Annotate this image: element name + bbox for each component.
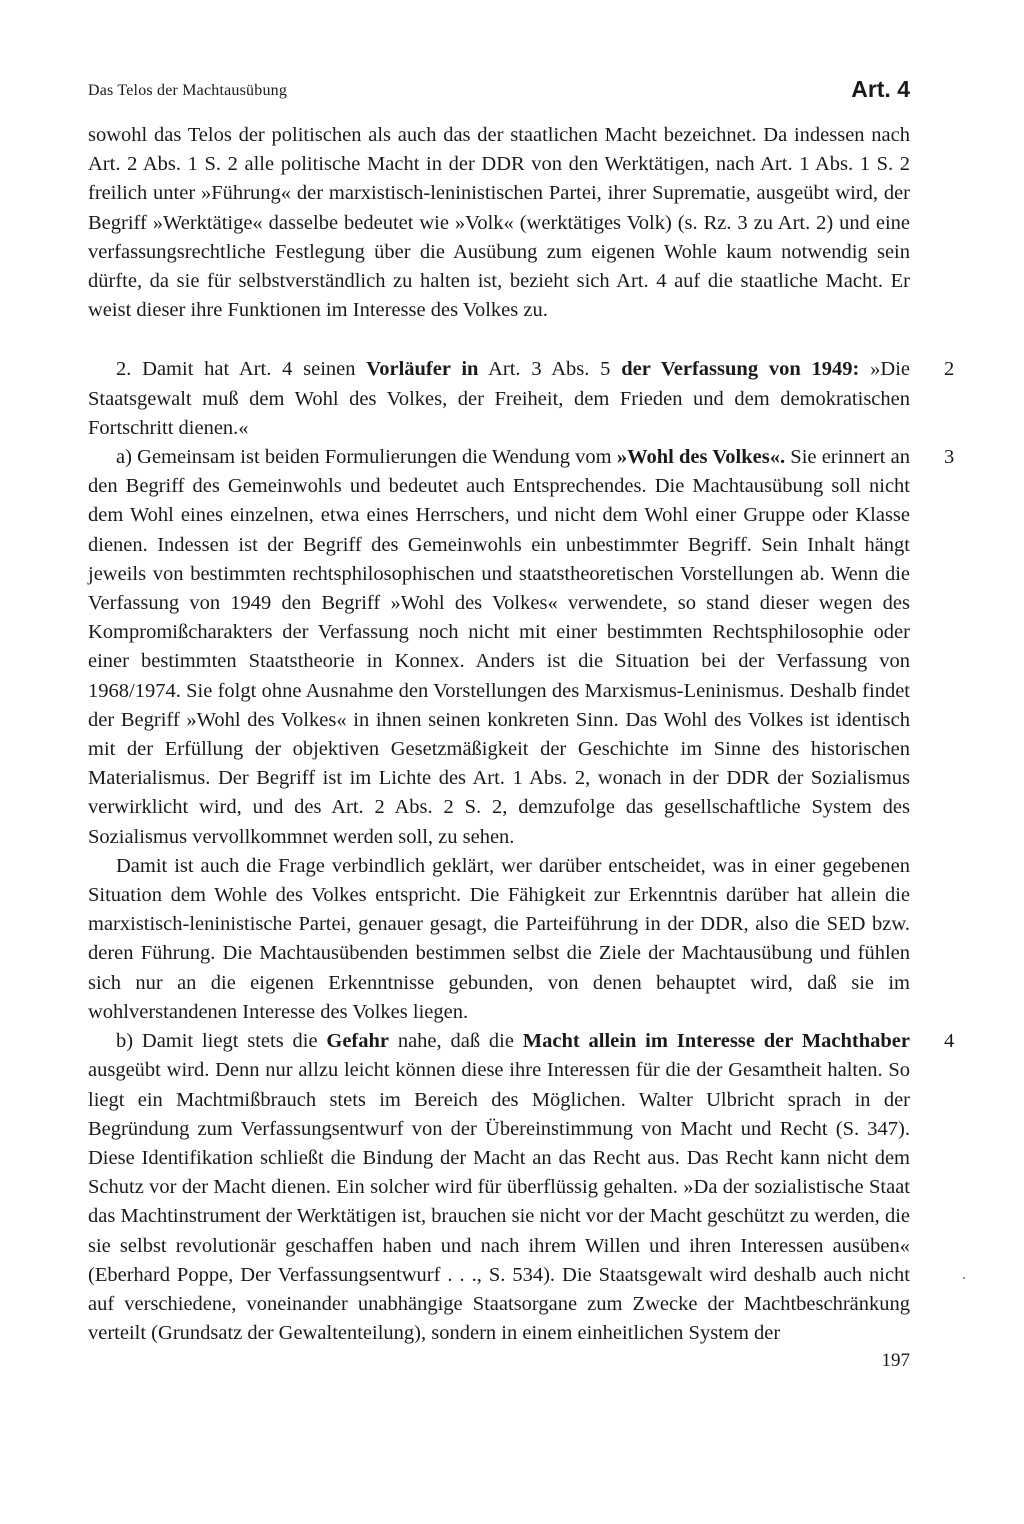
page-header: [88, 78, 910, 108]
bold-phrase: »Wohl des Volkes«.: [616, 446, 786, 469]
bold-phrase: der Verfassung von 1949:: [621, 358, 860, 381]
bold-phrase: Gefahr: [326, 1030, 389, 1053]
text-run: b) Damit liegt stets die: [116, 1030, 327, 1053]
text-run: Sie erinnert an den Begriff des Gemeinwohls und bedeutet auch Entsprechendes. Die Machtausübung soll nicht dem Wohl eines einzelnen, etwa eines Herrschers, und nicht dem Wohl einer Gruppe oder Klasse dienen. Indessen ist der Begriff des Gemeinwohls ein unbestimmter Begriff. Sein Inhalt hängt jeweils von bestimmten rechtsphilosophischen und staatstheoretischen Vorstellungen ab. Wenn die Verfassung von 1949 den Begriff »Wohl des Volkes« verwendete, so stand dieser wegen des Kompromißcharakters der Verfassung noch nicht mit einer bestimmten Rechtsphilosophie oder einer bestimmten Staatstheorie in Konnex. Anders ist die Situation bei der Verfassung von 1968/1974. Sie folgt ohne Ausnahme den Vorstellungen des Marxismus-Leninismus. Deshalb findet der Begriff »Wohl des Volkes« in ihnen seinen konkreten Sinn. Das Wohl des Volkes ist identisch mit der Erfüllung der objektiven Gesetzmäßigkeit der Geschichte im Sinne des historischen Materialismus. Der Begriff ist im Lichte des Art. 1 Abs. 2, wonach in der DDR der Sozialismus verwirklicht wird, und des Art. 2 Abs. 2 S. 2, demzufolge das gesellschaftliche System des Sozialismus vervollkommnet werden soll, zu sehen.: [88, 446, 911, 848]
text-run: ausgeübt wird. Denn nur allzu leicht können diese ihre Interessen für die der Gesamtheit halten. So liegt ein Machtmißbrauch stets im Bereich des Möglichen. Walter Ulbricht sprach in der Begründung zum Verfassungsentwurf von der Übereinstimmung von Macht und Recht (S. 347). Diese Identifikation schließt die Bindung der Macht an das Recht aus. Das Recht kann nicht dem Schutz vor der Macht dienen. Ein solcher wird für überflüssig gehalten. »Da der sozialistische Staat das Machtinstrument der Werktätigen ist, brauchen sie nicht vor der Macht geschützt zu werden, die sie selbst revolutionär geschaffen haben und nach ihrem Willen und ihren Interessen ausüben« (Eberhard Poppe, Der Verfassungsentwurf . . ., S. 534). Die Staatsgewalt wird deshalb auch nicht auf verschiedene, voneinander unabhängige Staatsorgane zum Zwecke der Machtbeschränkung verteilt (Grundsatz der Gewaltenteilung), sondern in einem einheitlichen System der: [88, 1059, 910, 1345]
bold-phrase: Macht allein im Interesse der Machthaber: [522, 1030, 911, 1053]
article-label: Art. 4: [851, 76, 910, 102]
body-text: [88, 121, 955, 1348]
text-run: 2. Damit hat Art. 4 seinen: [116, 358, 367, 381]
text-run: Art. 3 Abs. 5: [478, 358, 622, 381]
text-run: »Die Staatsgewalt muß dem Wohl des Volkes, der Freiheit, dem Frieden und dem demokratischen Fortschritt dienen.«: [88, 358, 910, 439]
page-number: 197: [881, 1350, 910, 1371]
print-speck: [963, 1277, 965, 1279]
paragraph-3a: [88, 443, 955, 852]
paragraph-3b: [88, 852, 910, 1027]
margin-number: 3: [944, 446, 955, 469]
paragraph-4: [88, 1027, 955, 1348]
paragraph-continuation: [88, 121, 910, 325]
text-run: nahe, daß die: [389, 1030, 523, 1053]
paragraph-2: [88, 355, 955, 443]
text-run: sowohl das Telos der politischen als auch das der staatlichen Macht bezeichnet. Da indessen nach Art. 2 Abs. 1 S. 2 alle politische Macht in der DDR von den Werktätigen, nach Art. 1 Abs. 1 S. 2 freilich unter »Führung« der marxistisch-leninistischen Partei, ihrer Suprematie, ausgeübt wird, der Begriff »Werktätige« dasselbe bedeutet wie »Volk« (werktätiges Volk) (s. Rz. 3 zu Art. 2) und eine verfassungsrechtliche Festlegung über die Ausübung zum eigenen Wohle kaum notwendig sein dürfte, da sie für selbstverständlich zu halten ist, bezieht sich Art. 4 auf die staatliche Macht. Er weist dieser ihre Funktionen im Interesse des Volkes zu.: [88, 124, 910, 322]
running-head: Das Telos der Machtausübung: [88, 82, 288, 99]
margin-number: 4: [944, 1030, 955, 1053]
margin-number: 2: [944, 358, 955, 381]
text-run: Damit ist auch die Frage verbindlich geklärt, wer darüber entscheidet, was in einer gegebenen Situation dem Wohle des Volkes entspricht. Die Fähigkeit zur Erkenntnis darüber hat allein die marxistisch-leninistische Partei, genauer gesagt, die Parteiführung in der DDR, also die SED bzw. deren Führung. Die Machtausübenden bestimmen selbst die Ziele der Machtausübung und fühlen sich nur an die eigenen Erkenntnisse gebunden, von denen behauptet wird, daß sie im wohlverstandenen Interesse des Volkes liegen.: [88, 854, 910, 1023]
text-run: a) Gemeinsam ist beiden Formulierungen die Wendung vom: [116, 446, 617, 469]
bold-phrase: Vorläufer in: [366, 358, 479, 381]
